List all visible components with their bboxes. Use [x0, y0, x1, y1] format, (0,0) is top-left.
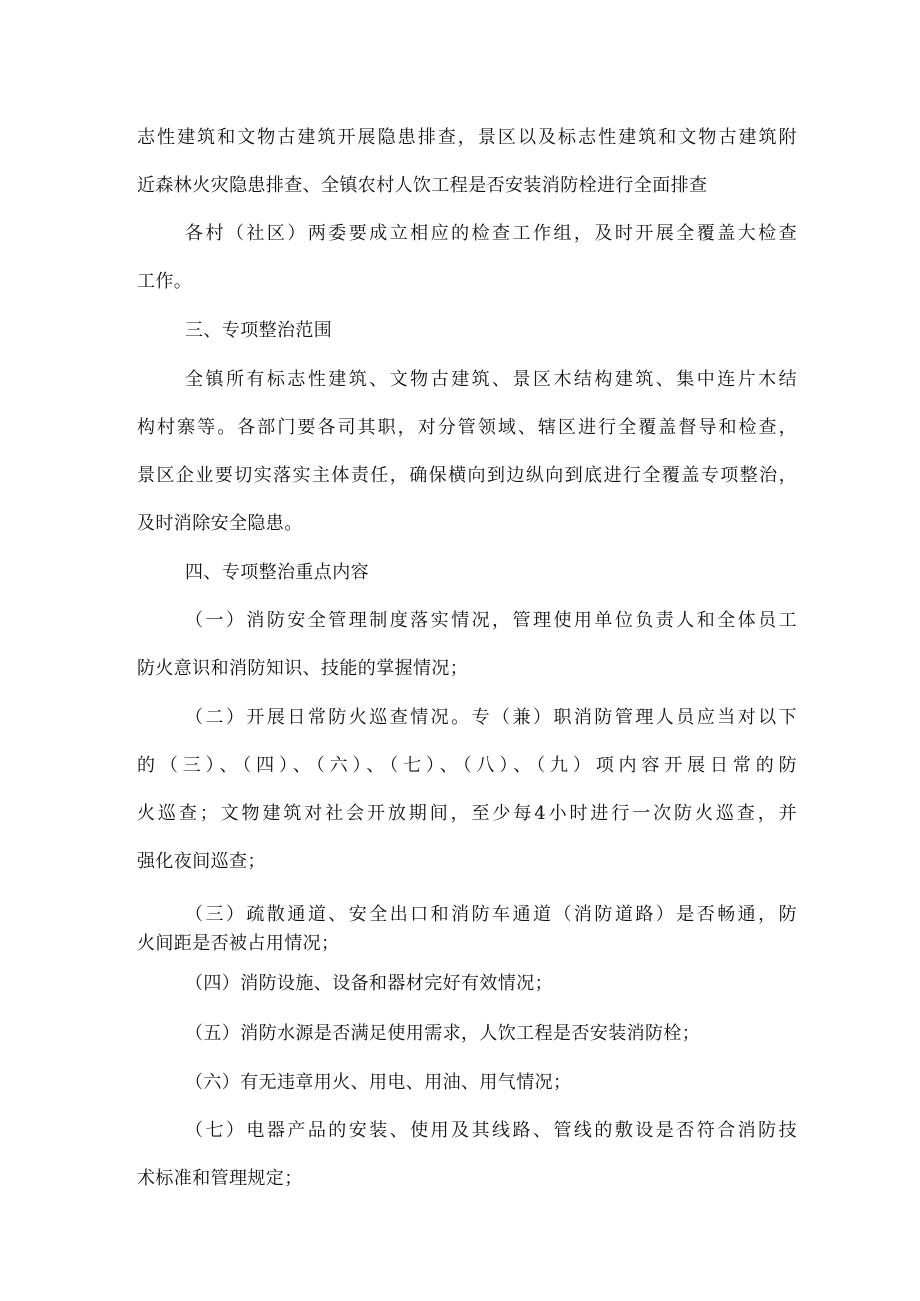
text-line-15: 火巡查；文物建筑对社会开放期间，至少每4小时进行一次防火巡查，并	[137, 803, 797, 824]
text-line-4: 工作。	[137, 271, 193, 292]
text-line-14: 的（三）、（四）、（六）、（七）、（八）、（九）项内容开展日常的防	[137, 755, 797, 776]
text-line-19: （四）消防设施、设备和器材完好有效情况；	[185, 973, 553, 994]
text-line-16: 强化夜间巡查；	[137, 851, 266, 872]
text-line-13: （二）开展日常防火巡查情况。专（兼）职消防管理人员应当对以下	[185, 707, 797, 728]
text-line-7: 构村寨等。各部门要各司其职，对分管领域、辖区进行全覆盖督导和检查，	[137, 417, 797, 438]
text-line-6: 全镇所有标志性建筑、文物古建筑、景区木结构建筑、集中连片木结	[185, 369, 797, 390]
text-line-20: （五）消防水源是否满足使用需求，人饮工程是否安装消防栓；	[185, 1023, 701, 1044]
text-line-2: 近森林火灾隐患排查、全镇农村人饮工程是否安装消防栓进行全面排查	[137, 175, 708, 196]
text-line-9: 及时消除安全隐患。	[137, 513, 303, 534]
text-line-3: 各村（社区）两委要成立相应的检查工作组，及时开展全覆盖大检查	[185, 223, 797, 244]
section-heading-4: 四、专项整治重点内容	[185, 562, 369, 583]
text-line-1: 志性建筑和文物古建筑开展隐患排查，景区以及标志性建筑和文物古建筑附	[137, 127, 797, 148]
text-line-8: 景区企业要切实落实主体责任，确保横向到边纵向到底进行全覆盖专项整治，	[137, 465, 797, 486]
text-line-12: 防火意识和消防知识、技能的掌握情况；	[137, 658, 469, 679]
text-line-21: （六）有无违章用火、用电、用油、用气情况；	[185, 1072, 572, 1093]
text-line-18: 火间距是否被占用情况；	[137, 933, 340, 954]
text-line-22: （七）电器产品的安装、使用及其线路、管线的敷设是否符合消防技	[185, 1120, 797, 1141]
section-heading-3: 三、专项整治范围	[185, 320, 333, 341]
text-line-23: 术标准和管理规定；	[137, 1168, 303, 1189]
text-line-11: （一）消防安全管理制度落实情况，管理使用单位负责人和全体员工	[185, 610, 797, 631]
text-line-17: （三）疏散通道、安全出口和消防车通道（消防道路）是否畅通，防	[185, 904, 797, 925]
